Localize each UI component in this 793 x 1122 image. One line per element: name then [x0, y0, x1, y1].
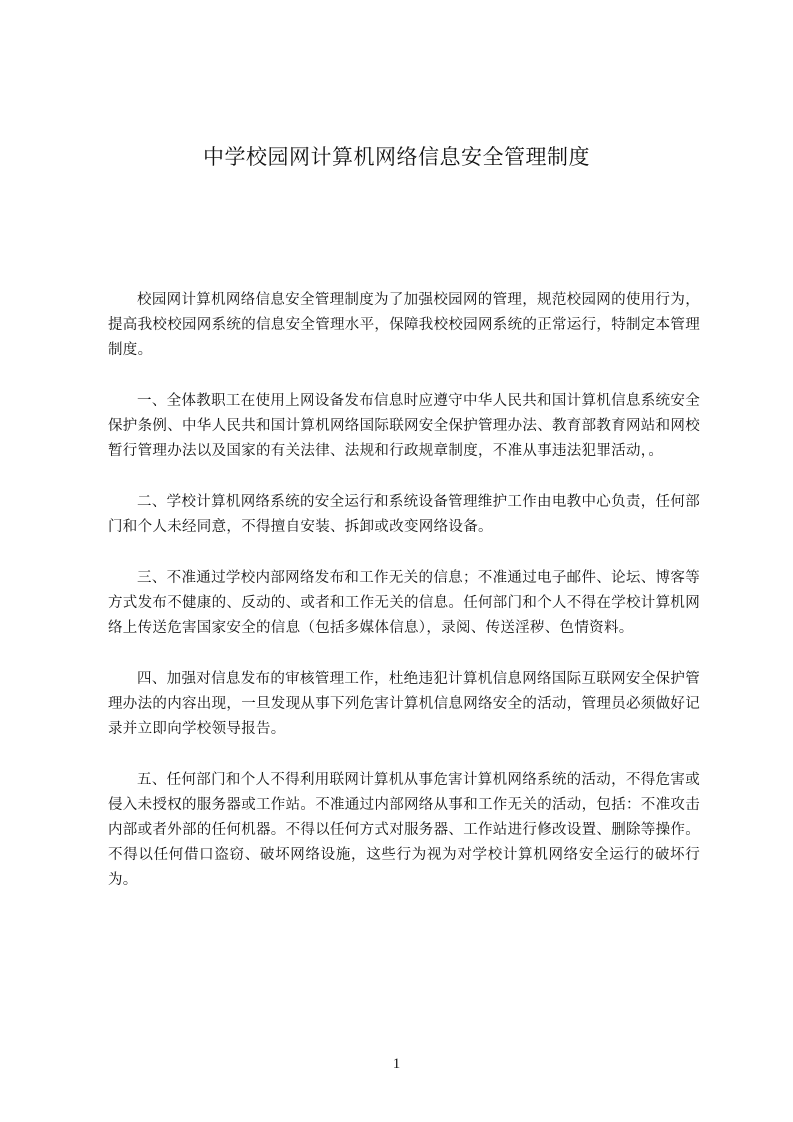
document-title: 中学校园网计算机网络信息安全管理制度: [203, 145, 590, 169]
document-body: [108, 288, 700, 919]
page-number: 1: [392, 1056, 401, 1072]
rule-paragraph-2: 二、学校计算机网络系统的安全运行和系统设备管理维护工作由电教中心负责，任何部门和个人未经同意，不得擅自安装、拆卸或改变网络设备。: [108, 494, 700, 535]
intro-paragraph: 校园网计算机网络信息安全管理制度为了加强校园网的管理，规范校园网的使用行为，提高我校校园网系统的信息安全管理水平，保障我校校园网系统的正常运行，特制定本管理制度。: [108, 292, 700, 358]
rule-paragraph-1: 一、全体教职工在使用上网设备发布信息时应遵守中华人民共和国计算机信息系统安全保护条例、中华人民共和国计算机网络国际联网安全保护管理办法、教育部教育网站和网校暂行管理办法以及国家的有关法律、法规和行政规章制度，不准从事违法犯罪活动，。: [108, 393, 700, 459]
rule-paragraph-4: 四、加强对信息发布的审核管理工作，杜绝违犯计算机信息网络国际互联网安全保护管理办法的内容出现，一旦发现从事下列危害计算机信息网络安全的活动，管理员必须做好记录并立即向学校领导报告。: [108, 671, 700, 737]
rule-paragraph-3: 三、不准通过学校内部网络发布和工作无关的信息；不准通过电子邮件、论坛、博客等方式发布不健康的、反动的、或者和工作无关的信息。任何部门和个人不得在学校计算机网络上传送危害国家安全的信息（包括多媒体信息），录阅、传送淫秽、色情资料。: [108, 570, 700, 636]
rule-paragraph-5: 五、任何部门和个人不得利用联网计算机从事危害计算机网络系统的活动，不得危害或侵入未授权的服务器或工作站。不准通过内部网络从事和工作无关的活动，包括：不准攻击内部或者外部的任何机器。不得以任何方式对服务器、工作站进行修改设置、删除等操作。不得以任何借口盗窃、破坏网络设施，这些行为视为对学校计算机网络安全运行的破坏行为。: [108, 772, 700, 888]
